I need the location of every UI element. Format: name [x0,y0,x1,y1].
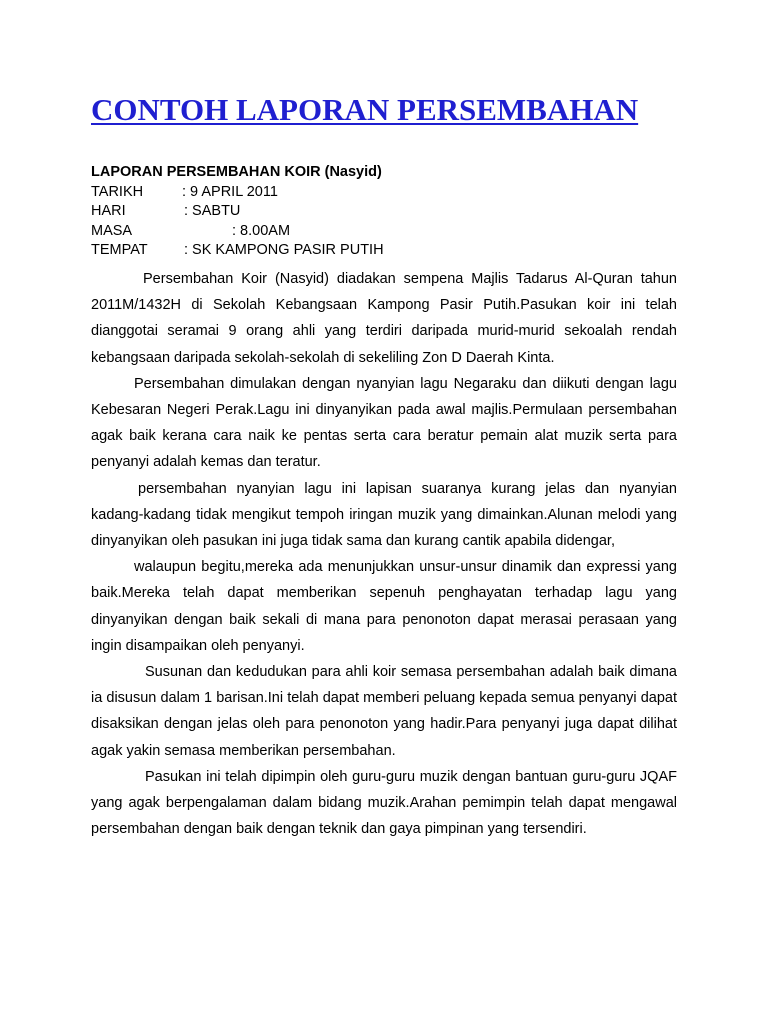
detail-row-hari [91,202,382,222]
detail-label: MASA [91,222,133,239]
paragraph: Persembahan Koir (Nasyid) diadakan sempena Majlis Tadarus Al-Quran tahun 2011M/1432H di Sekolah Kebangsaan Kampong Pasir Putih.Pasukan koir ini telah dianggotai seramai 9 orang ahli yang terdiri daripada murid-murid sekoalah rendah kebangsaan daripada sekolah-sekolah di sekeliling Zon D Daerah Kinta. [91,271,677,366]
detail-value: : 8.00AM [232,222,291,239]
document-title: CONTOH LAPORAN PERSEMBAHAN [91,92,639,127]
report-body [91,266,677,842]
paragraph: Persembahan dimulakan dengan nyanyian lagu Negaraku dan diikuti dengan lagu Kebesaran Negeri Perak.Lagu ini dinyanyikan pada awal majlis.Permulaan persembahan agak baik kerana cara naik ke pentas serta cara beratur pemain alat muzik serta para penyanyi adalah kemas dan teratur. [91,375,677,471]
paragraph: walaupun begitu,mereka ada menunjukkan unsur-unsur dinamik dan expressi yang baik.Mereka telah dapat memberikan sepenuh penghayatan terhadap lagu yang dinyanyikan dengan baik sekali di mana para penonoton dapat merasai perasaan yang ingin disampaikan oleh penyanyi. [91,559,677,654]
paragraph: persembahan nyanyian lagu ini lapisan suaranya kurang jelas dan nyanyian kadang-kadang tidak mengikut tempoh iringan muzik yang dimainkan.Alunan melodi yang dinyanyikan oleh pasukan ini juga tidak sama dan kurang cantik apabila didengar, [91,480,677,550]
detail-value: : 9 APRIL 2011 [182,183,278,200]
paragraph: Pasukan ini telah dipimpin oleh guru-guru muzik dengan bantuan guru-guru JQAF yang agak berpengalaman dalam bidang muzik.Arahan pemimpin telah dapat mengawal persembahan dengan baik dengan teknik dan gaya pimpinan yang tersendiri. [91,768,677,838]
detail-label: HARI [91,203,126,219]
paragraph: Susunan dan kedudukan para ahli koir semasa persembahan adalah baik dimana ia disusun dalam 1 barisan.Ini telah dapat memberi peluang kepada semua penyanyi dapat disaksikan dengan jelas oleh para penonoton yang hadir.Para penyanyi juga dapat dilihat agak yakin semasa memberikan persembahan. [91,664,677,759]
detail-row-masa [91,222,382,242]
detail-row-tarikh [91,183,382,203]
detail-value: : SK KAMPONG PASIR PUTIH [184,242,384,258]
report-info-block [91,163,382,261]
detail-label: TARIKH [91,183,144,200]
report-heading: LAPORAN PERSEMBAHAN KOIR (Nasyid) [91,164,382,180]
detail-row-tempat [91,241,382,261]
detail-value: : SABTU [184,203,241,219]
detail-label: TEMPAT [91,242,148,258]
